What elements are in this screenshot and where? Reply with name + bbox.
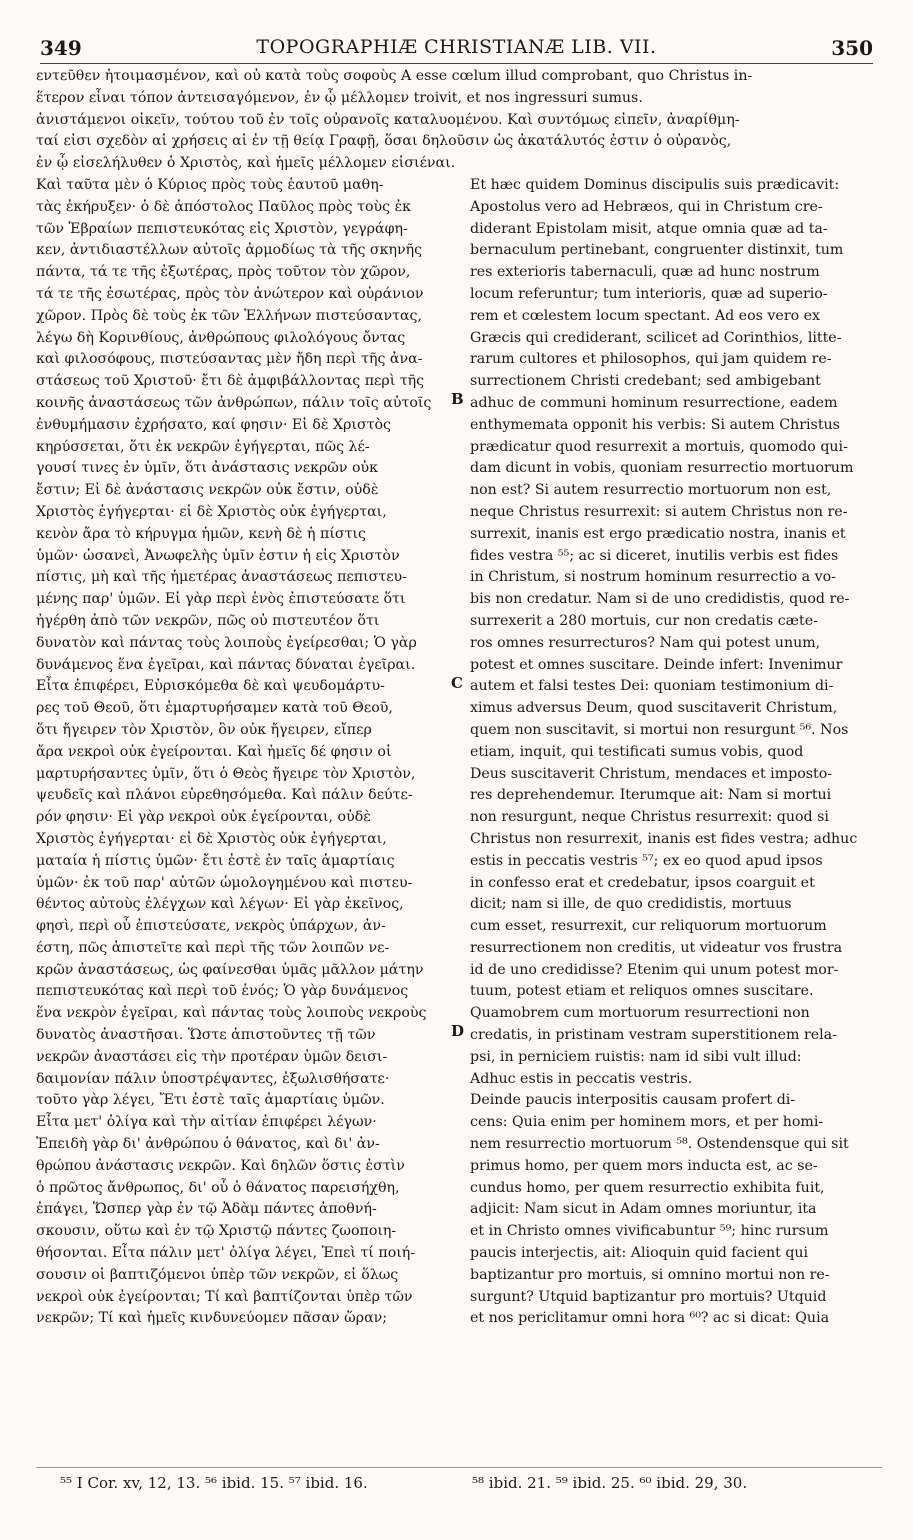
text-line: dicit; nam si ille, de quo credidistis, mortuus	[470, 896, 792, 913]
text-line: diderant Epistolam misit, atque omnia quæ ad ta-	[470, 220, 828, 237]
text-line: ἠγέρθη ἀπὸ τῶν νεκρῶν, πῶς οὐ πιστευτέον ὅτι	[36, 612, 380, 629]
text-line: σουσιν οἱ βαπτιζόμενοι ὑπὲρ τῶν νεκρῶν, εἰ ὅλως	[36, 1266, 399, 1283]
text-line: κρῶν ἀναστάσεως, ὡς φαίνεσθαι ὑμᾶς μᾶλλον μάτην	[36, 961, 424, 978]
text-line: Christus non resurrexit, inanis est fides vestra; adhuc	[470, 830, 858, 847]
text-line: bis non credatur. Nam si de uno credidistis, quod re-	[470, 591, 850, 608]
text-line: surrectionem Christi credebant; sed ambigebant	[470, 373, 821, 390]
text-line: τῶν Ἑβραίων πεπιστευκότας εἰς Χριστὸν, γεγράφη-	[36, 220, 408, 237]
page-number-left: 349	[40, 36, 82, 60]
text-line: δυνάμενος ἕνα ἐγεῖραι, καὶ πάντας δύναται ἐγεῖραι.	[36, 656, 416, 673]
text-line: bernaculum pertinebant, congruenter distinxit, tum	[470, 242, 844, 259]
page-header	[40, 36, 873, 62]
text-line: ἐν ᾧ εἰσελήλυθεν ὁ Χριστὸς, καὶ ἡμεῖς μέλλομεν εἰσιέναι.	[36, 155, 456, 172]
text-line: νεκρῶν ἀναστάσει εἰς τὴν προτέραν ὑμῶν δεισι-	[36, 1048, 388, 1065]
text-line: id de uno credidisse? Etenim qui unum potest mor-	[470, 961, 839, 978]
text-line: locum referuntur; tum interioris, quæ ad superio-	[470, 285, 828, 302]
text-line: ὅτι ἤγειρεν τὸν Χριστὸν, ὃν οὐκ ἤγειρεν, εἴπερ	[36, 721, 372, 738]
text-line: estis in peccatis vestris ⁵⁷; ex eo quod apud ipsos	[470, 852, 823, 869]
text-line: Εἶτα μετ' ὀλίγα καὶ τὴν αἰτίαν ἐπιφέρει λέγων·	[36, 1114, 377, 1131]
text-line: ρόν φησιν· Εἰ γὰρ νεκροὶ οὐκ ἐγείρονται, οὐδὲ	[36, 809, 371, 826]
text-line: baptizantur pro mortuis, si omnino mortui non re-	[470, 1266, 830, 1283]
text-line: etiam, inquit, qui testificati sumus vobis, quod	[470, 743, 804, 760]
text-line: Χριστὸς ἐγήγερται· εἰ δὲ Χριστὸς οὐκ ἐγήγερται,	[36, 830, 387, 847]
text-line: prædicatur quod resurrexit a mortuis, quomodo qui-	[470, 438, 848, 455]
text-line: φησὶ, περὶ οὗ ἐπιστεύσατε, νεκρὸς ὑπάρχων, ἀν-	[36, 918, 386, 935]
text-line: μένης παρ' ὑμῶν. Εἰ γὰρ περὶ ἑνὸς ἐπιστεύσατε ὅτι	[36, 591, 406, 608]
margin-letter-c: C	[451, 674, 463, 692]
text-line: paucis interjectis, ait: Alioquin quid facient qui	[470, 1245, 809, 1262]
text-line: καὶ φιλοσόφους, πιστεύσαντας μὲν ἤδη περὶ τῆς ἀνα-	[36, 351, 423, 368]
text-line: ὁ πρῶτος ἄνθρωπος, δι' οὗ ὁ θάνατος παρεισήχθη,	[36, 1179, 400, 1196]
text-line: nem resurrectio mortuorum ⁵⁸. Ostendensque qui sit	[470, 1136, 849, 1153]
margin-letter-b: B	[451, 390, 464, 408]
text-line: Græcis qui crediderant, scilicet ad Corinthios, litte-	[470, 329, 842, 346]
text-line: et in Christo omnes vivificabuntur ⁵⁹; hinc rursum	[470, 1223, 829, 1240]
text-line: γουσί τινες ἐν ὑμῖν, ὅτι ἀνάστασις νεκρῶν οὐκ	[36, 460, 379, 477]
text-line: στάσεως τοῦ Χριστοῦ· ἔτι δὲ ἀμφιβάλλοντας περὶ τῆς	[36, 373, 425, 390]
text-line: κηρύσσεται, ὅτι ἐκ νεκρῶν ἐγήγερται, πῶς λέ-	[36, 438, 370, 455]
text-line: cens: Quia enim per hominem mors, et per homi-	[470, 1114, 824, 1131]
text-line: Apostolus vero ad Hebræos, qui in Christum cre-	[470, 198, 823, 215]
page-number-right: 350	[831, 36, 873, 60]
text-line: ἔστιν; Εἰ δὲ ἀνάστασις νεκρῶν οὐκ ἔστιν, οὐδὲ	[36, 482, 379, 499]
text-line: cum esset, resurrexit, cur reliquorum mortuorum	[470, 918, 827, 935]
text-line: ἀνιστάμενοι οἰκεῖν, τούτου τοῦ ἐν τοῖς οὐρανοῖς καταλυομένου. Καὶ συντόμως εἰπεῖν, ἀναρίθμη-	[36, 111, 740, 128]
text-line: ἐπάγει, Ὥσπερ γὰρ ἐν τῷ Ἀδὰμ πάντες ἀποθνή-	[36, 1201, 377, 1218]
text-line: νεκροὶ οὐκ ἐγείρονται; Τί καὶ βαπτίζονται ὑπὲρ τῶν	[36, 1288, 413, 1305]
text-line: τὰς ἐκήρυξεν· ὁ δὲ ἀπόστολος Παῦλος πρὸς τοὺς ἐκ	[36, 198, 412, 215]
text-line: θήσονται. Εἶτα πάλιν μετ' ὀλίγα λέγει, Ἐπεὶ τί ποιή-	[36, 1245, 416, 1262]
text-line: credatis, in pristinam vestram superstitionem rela-	[470, 1027, 837, 1044]
text-line: κεν, ἀντιδιαστέλλων αὐτοῖς ἁρμοδίως τὰ τῆς σκηνῆς	[36, 242, 423, 259]
text-line: ximus adversus Deum, quod suscitaverit Christum,	[470, 700, 838, 717]
text-line: ταί εἰσι σχεδὸν αἱ χρήσεις αἱ ἐν τῇ θείᾳ Γραφῇ, ὅσαι δηλοῦσιν ὡς ἀκατάλυτός ἐστιν ὁ οὐρανὸς,	[36, 133, 732, 150]
text-line: Quamobrem cum mortuorum resurrectioni non	[470, 1005, 810, 1022]
top-text-block	[36, 66, 882, 175]
footnotes-right: ⁵⁸ ibid. 21. ⁵⁹ ibid. 25. ⁶⁰ ibid. 29, 30.	[472, 1474, 748, 1492]
text-line: rarum cultores et philosophos, qui jam quidem re-	[470, 351, 832, 368]
text-line: ψευδεῖς καὶ πλάνοι εὑρεθησόμεθα. Καὶ πάλιν δεύτε-	[36, 787, 413, 804]
text-line: Deinde paucis interpositis causam profert di-	[470, 1092, 796, 1109]
text-line: πίστις, μὴ καὶ τῆς ἡμετέρας ἀναστάσεως πεπιστευ-	[36, 569, 407, 586]
text-line: surrexerit a 280 mortuis, cur non credatis cæte-	[470, 612, 818, 629]
text-line: ματαία ἡ πίστις ὑμῶν· ἔτι ἐστὲ ἐν ταῖς ἁμαρτίαις	[36, 852, 395, 869]
text-line: rem et cœlestem locum spectant. Ad eos vero ex	[470, 307, 821, 324]
running-title: TOPOGRAPHIÆ CHRISTIANÆ LIB. VII.	[256, 36, 657, 58]
text-line: Ἐπειδὴ γὰρ δι' ἀνθρώπου ὁ θάνατος, καὶ δι' ἀν-	[36, 1136, 380, 1153]
text-line: ὑμῶν· ὡσανεὶ, Ἀνωφελὴς ὑμῖν ἐστιν ἡ εἰς Χριστὸν	[36, 547, 400, 564]
text-line: adhuc de communi hominum resurrectione, eadem	[470, 394, 838, 411]
text-line: κενὸν ἄρα τὸ κήρυγμα ἡμῶν, κενὴ δὲ ἡ πίστις	[36, 525, 366, 542]
text-line: adjicit: Nam sicut in Adam omnes moriuntur, ita	[470, 1201, 817, 1218]
latin-column	[470, 175, 880, 1330]
text-line: ρες τοῦ Θεοῦ, ὅτι ἐμαρτυρήσαμεν κατὰ τοῦ Θεοῦ,	[36, 700, 393, 717]
text-line: in Christum, si nostrum hominum resurrectio a vo-	[470, 569, 836, 586]
text-line: res exterioris tabernaculi, quæ ad hunc nostrum	[470, 264, 820, 281]
text-line: tuum, potest etiam et reliquos omnes suscitare.	[470, 983, 814, 1000]
text-line: cundus homo, per quem resurrectio exhibita fuit,	[470, 1179, 825, 1196]
text-line: fides vestra ⁵⁵; ac si diceret, inutilis verbis est fides	[470, 547, 839, 564]
text-line: λέγω δὴ Κορινθίους, ἀνθρώπους φιλολόγους ὄντας	[36, 329, 406, 346]
margin-letter-d: D	[451, 1022, 465, 1040]
text-line: πεπιστευκότας καὶ περὶ τοῦ ἑνός; Ὁ γὰρ δυνάμενος	[36, 983, 409, 1000]
text-line: neque Christus resurrexit: si autem Christus non re-	[470, 503, 848, 520]
text-line: κοινῆς ἀναστάσεως τῶν ἀνθρώπων, πάλιν τοῖς αὐτοῖς	[36, 394, 432, 411]
text-line: ἕνα νεκρὸν ἐγεῖραι, καὶ πάντας τοὺς λοιποὺς νεκροὺς	[36, 1005, 427, 1022]
text-line: έστη, πῶς ἀπιστεῖτε καὶ περὶ τῆς τῶν λοιπῶν νε-	[36, 939, 390, 956]
text-line: quem non suscitavit, si mortui non resurgunt ⁵⁶. Nos	[470, 721, 849, 738]
text-line: res deprehendemur. Iterumque ait: Nam si mortui	[470, 787, 832, 804]
text-line: δαιμονίαν πάλιν ὑποστρέψαντες, ἐξωλισθήσατε·	[36, 1070, 390, 1087]
text-line: ὑμῶν· ἐκ τοῦ παρ' αὐτῶν ὡμολογημένου καὶ πιστευ-	[36, 874, 413, 891]
text-line: primus homo, per quem mors inducta est, ac se-	[470, 1157, 818, 1174]
header-rule	[40, 63, 873, 64]
footnote-rule	[36, 1467, 882, 1468]
text-line: surrexit, inanis est ergo prædicatio nostra, inanis et	[470, 525, 846, 542]
text-line: δυνατὸν καὶ πάντας τοὺς λοιποὺς ἐγείρεσθαι; Ὁ γὰρ	[36, 634, 417, 651]
text-line: τά τε τῆς ἐσωτέρας, πρὸς τὸν ἀνώτερον καὶ οὐράνιον	[36, 285, 424, 302]
text-line: psi, in perniciem ruistis: nam id sibi vult illud:	[470, 1048, 802, 1065]
text-line: Deus suscitaverit Christum, mendaces et imposto-	[470, 765, 833, 782]
text-line: τοῦτο γὰρ λέγει, Ἔτι ἐστὲ ταῖς ἁμαρτίαις ὑμῶν.	[36, 1092, 385, 1109]
text-line: χῶρον. Πρὸς δὲ τοὺς ἐκ τῶν Ἑλλήνων πιστεύσαντας,	[36, 307, 422, 324]
text-line: et nos periclitamur omni hora ⁶⁰? ac si dicat: Quia	[470, 1310, 830, 1327]
text-line: enthymemata opponit his verbis: Si autem Christus	[470, 416, 840, 433]
text-line: resurrectionem non creditis, ut videatur vos frustra	[470, 939, 843, 956]
text-line: θέντος αὐτοὺς ἐλέγχων καὶ λέγων· Εἰ γὰρ ἐκεῖνος,	[36, 896, 404, 913]
text-line: εντεῦθεν ἡτοιμασμένον, καὶ οὐ κατὰ τοὺς σοφοὺς A esse cœlum illud comprobant, quo Christus in-	[36, 68, 753, 84]
text-line: dam dicunt in vobis, quoniam resurrectio mortuorum	[470, 460, 854, 477]
text-line: πάντα, τά τε τῆς ἐξωτέρας, πρὸς τοῦτον τὸν χῶρον,	[36, 264, 411, 281]
text-line: ἕτερον εἶναι τόπον ἀντεισαγόμενον, ἐν ᾧ μέλλομεν troivit, et nos ingressuri sumus.	[36, 89, 643, 106]
text-line: Χριστὸς ἐγήγερται· εἰ δὲ Χριστὸς οὐκ ἐγήγερται,	[36, 503, 387, 520]
text-line: ἐνθυμήμασιν ἐχρήσατο, καί φησιν· Εἰ δὲ Χριστὸς	[36, 416, 391, 433]
text-line: surgunt? Utquid baptizantur pro mortuis? Utquid	[470, 1288, 827, 1305]
text-line: Adhuc estis in peccatis vestris.	[470, 1070, 693, 1087]
text-line: non resurgunt, neque Christus resurrexit: quod si	[470, 809, 829, 826]
text-line: σκουσιν, οὕτω καὶ ἐν τῷ Χριστῷ πάντες ζωοποιη-	[36, 1223, 397, 1240]
footnotes-left: ⁵⁵ I Cor. xv, 12, 13. ⁵⁶ ibid. 15. ⁵⁷ ibid. 16.	[60, 1474, 368, 1492]
text-line: non est? Si autem resurrectio mortuorum non est,	[470, 482, 832, 499]
text-line: autem et falsi testes Dei: quoniam testimonium di-	[470, 678, 834, 695]
text-line: in confesso erat et credebatur, ipsos coarguit et	[470, 874, 815, 891]
text-line: θρώπου ἀνάστασις νεκρῶν. Καὶ δηλῶν ὅστις ἐστὶν	[36, 1157, 405, 1174]
text-line: νεκρῶν; Τί καὶ ἡμεῖς κινδυνεύομεν πᾶσαν ὥραν;	[36, 1310, 388, 1327]
greek-column	[36, 175, 464, 1330]
text-line: δυνατὸς ἀναστῆσαι. Ὥστε ἀπιστοῦντες τῇ τῶν	[36, 1027, 376, 1044]
text-line: μαρτυρήσαντες ὑμῖν, ὅτι ὁ Θεὸς ἤγειρε τὸν Χριστὸν,	[36, 765, 416, 782]
text-line: ros omnes resurrecturos? Nam qui potest unum,	[470, 634, 821, 651]
text-line: potest et omnes suscitare. Deinde infert: Invenimur	[470, 656, 843, 673]
text-line: Et hæc quidem Dominus discipulis suis prædicavit:	[470, 177, 840, 193]
text-line: Καὶ ταῦτα μὲν ὁ Κύριος πρὸς τοὺς ἑαυτοῦ μαθη-	[36, 177, 384, 193]
text-line: Εἶτα ἐπιφέρει, Εὑρισκόμεθα δὲ καὶ ψευδομάρτυ-	[36, 678, 385, 695]
text-line: ἄρα νεκροὶ οὐκ ἐγείρονται. Καὶ ἡμεῖς δέ φησιν οἱ	[36, 743, 392, 760]
